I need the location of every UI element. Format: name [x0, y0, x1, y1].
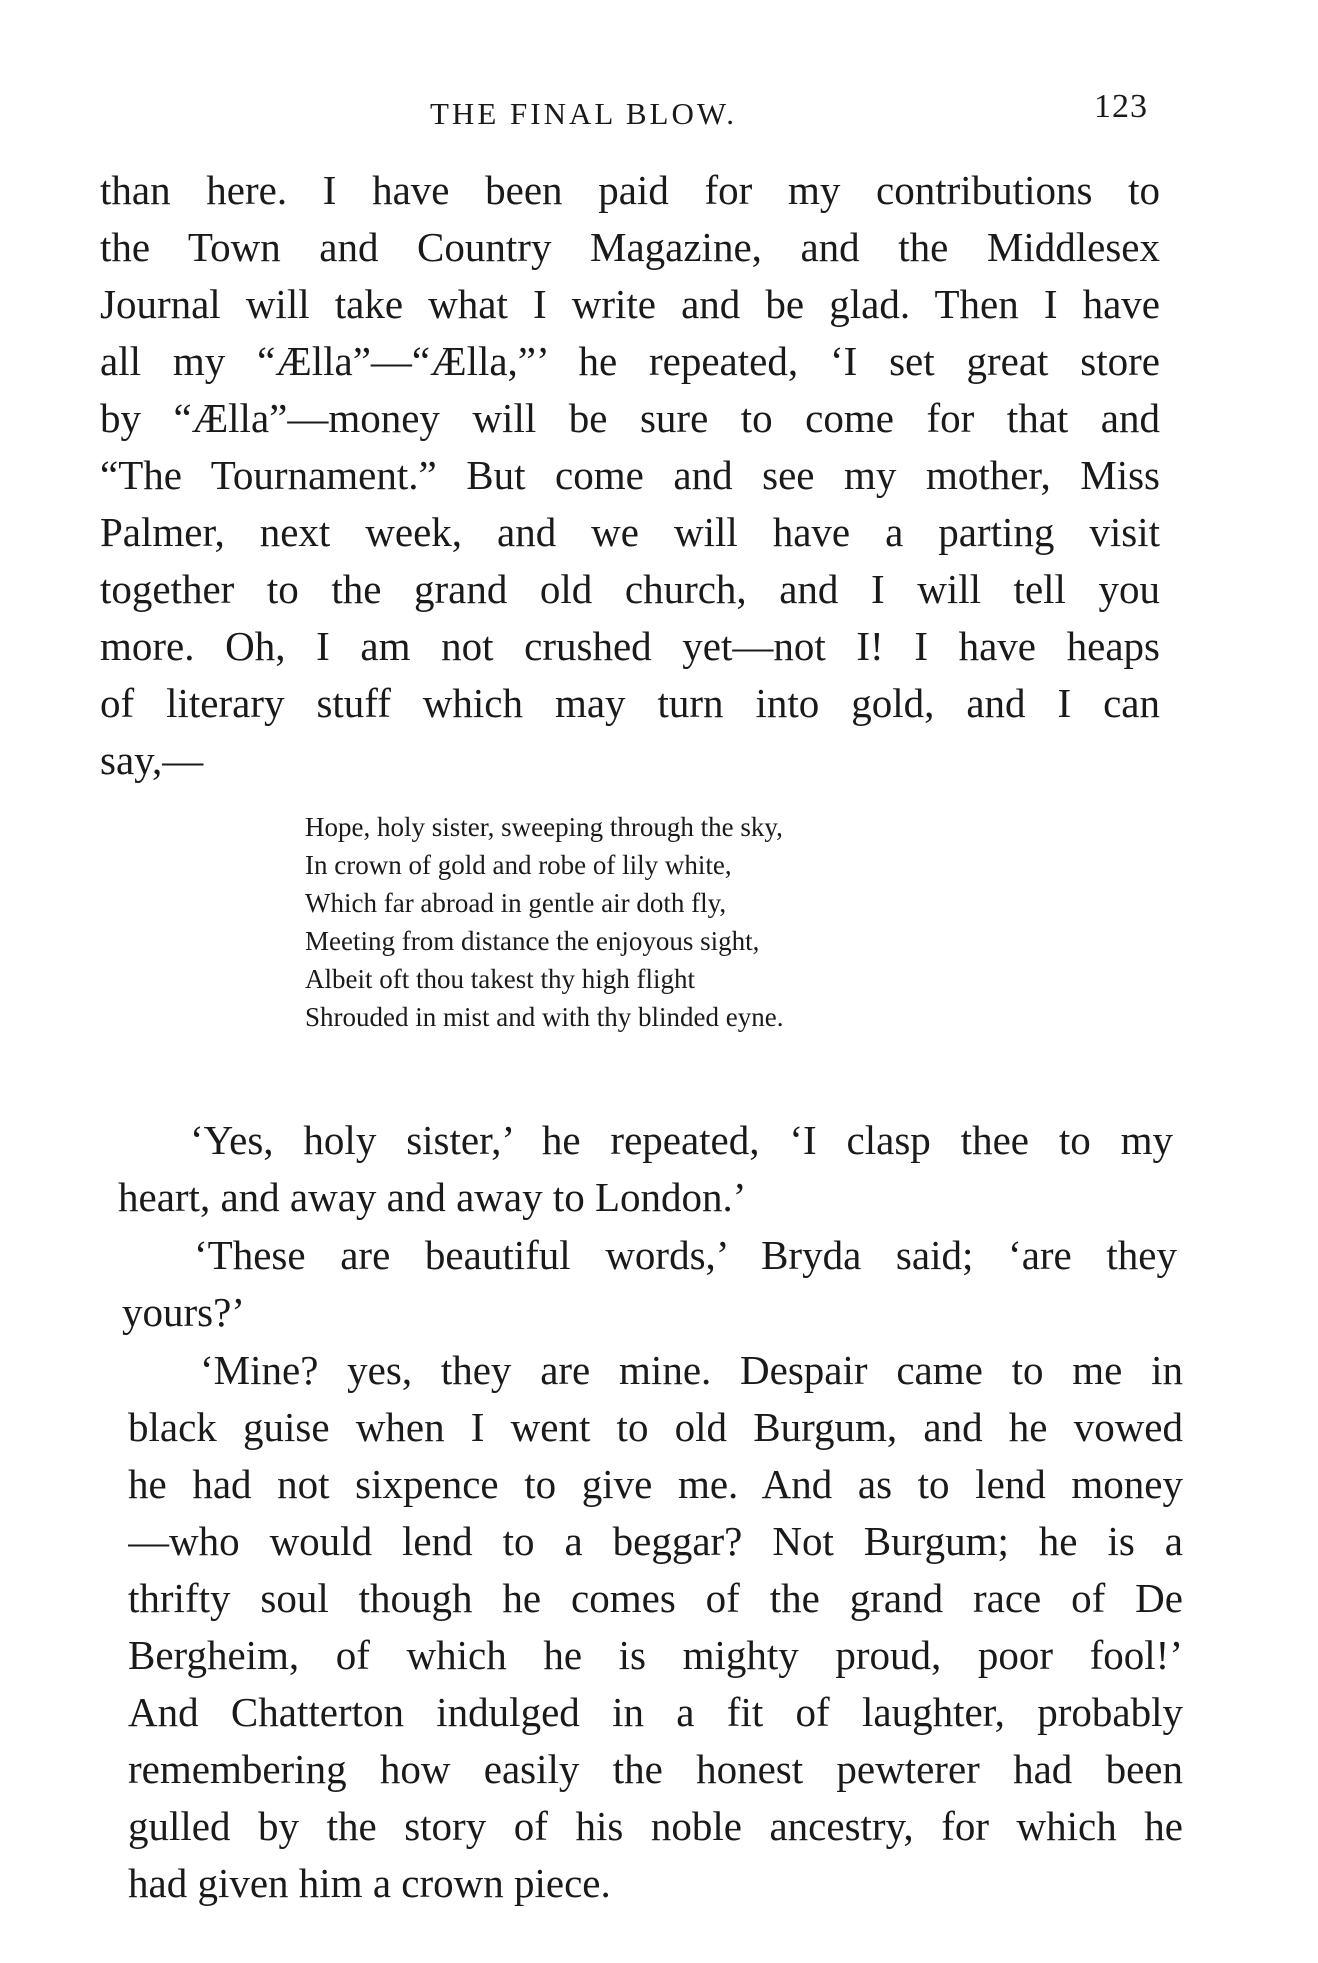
- chapter-title: THE FINAL BLOW.: [430, 96, 738, 131]
- text-line: by “Ælla”—money will be sure to come for that and: [100, 395, 1160, 441]
- paragraph-3: [122, 1227, 1177, 1341]
- text-line: of literary stuff which may turn into gold, and I can: [100, 680, 1160, 726]
- text-line: ‘These are beautiful words,’ Bryda said; ‘are they: [194, 1232, 1177, 1278]
- text-line: ‘Yes, holy sister,’ he repeated, ‘I clasp thee to my: [190, 1117, 1173, 1163]
- running-head: [100, 88, 1160, 138]
- verse-line: Meeting from distance the enjoyous sight,: [305, 926, 760, 956]
- verse-quotation: [305, 808, 1005, 1036]
- paragraph-1: [100, 162, 1160, 789]
- text-line: ‘Mine? yes, they are mine. Despair came to me in: [200, 1347, 1183, 1393]
- verse-line: Which far abroad in gentle air doth fly,: [305, 888, 727, 918]
- text-line: all my “Ælla”—“Ælla,”’ he repeated, ‘I set great store: [100, 338, 1160, 384]
- verse-line: Shrouded in mist and with thy blinded eyne.: [305, 1002, 784, 1032]
- verse-line: In crown of gold and robe of lily white,: [305, 850, 732, 880]
- page-number: 123: [1094, 88, 1148, 125]
- text-line: thrifty soul though he comes of the grand race of De: [128, 1575, 1183, 1621]
- text-line: he had not sixpence to give me. And as to lend money: [128, 1461, 1183, 1507]
- text-line: had given him a crown piece.: [128, 1860, 611, 1906]
- text-line: Journal will take what I write and be glad. Then I have: [100, 281, 1160, 327]
- text-line: more. Oh, I am not crushed yet—not I! I have heaps: [100, 623, 1160, 669]
- text-line: the Town and Country Magazine, and the Middlesex: [100, 224, 1160, 270]
- text-line: gulled by the story of his noble ancestry, for which he: [128, 1803, 1183, 1849]
- text-line: than here. I have been paid for my contributions to: [100, 167, 1160, 213]
- paragraph-4: [128, 1342, 1183, 1912]
- text-line: And Chatterton indulged in a fit of laughter, probably: [128, 1689, 1183, 1735]
- text-line: heart, and away and away to London.’: [118, 1174, 747, 1220]
- text-line: “The Tournament.” But come and see my mother, Miss: [100, 452, 1160, 498]
- paragraph-2: [118, 1112, 1173, 1226]
- text-line: Bergheim, of which he is mighty proud, poor fool!’: [128, 1632, 1183, 1678]
- text-line: say,—: [100, 737, 204, 783]
- text-line: Palmer, next week, and we will have a parting visit: [100, 509, 1160, 555]
- verse-line: Albeit oft thou takest thy high flight: [305, 964, 695, 994]
- text-line: —who would lend to a beggar? Not Burgum; he is a: [128, 1518, 1183, 1564]
- text-line: black guise when I went to old Burgum, and he vowed: [128, 1404, 1183, 1450]
- text-line: remembering how easily the honest pewterer had been: [128, 1746, 1183, 1792]
- verse-line: Hope, holy sister, sweeping through the sky,: [305, 812, 783, 842]
- text-line: together to the grand old church, and I will tell you: [100, 566, 1160, 612]
- text-line: yours?’: [122, 1289, 245, 1335]
